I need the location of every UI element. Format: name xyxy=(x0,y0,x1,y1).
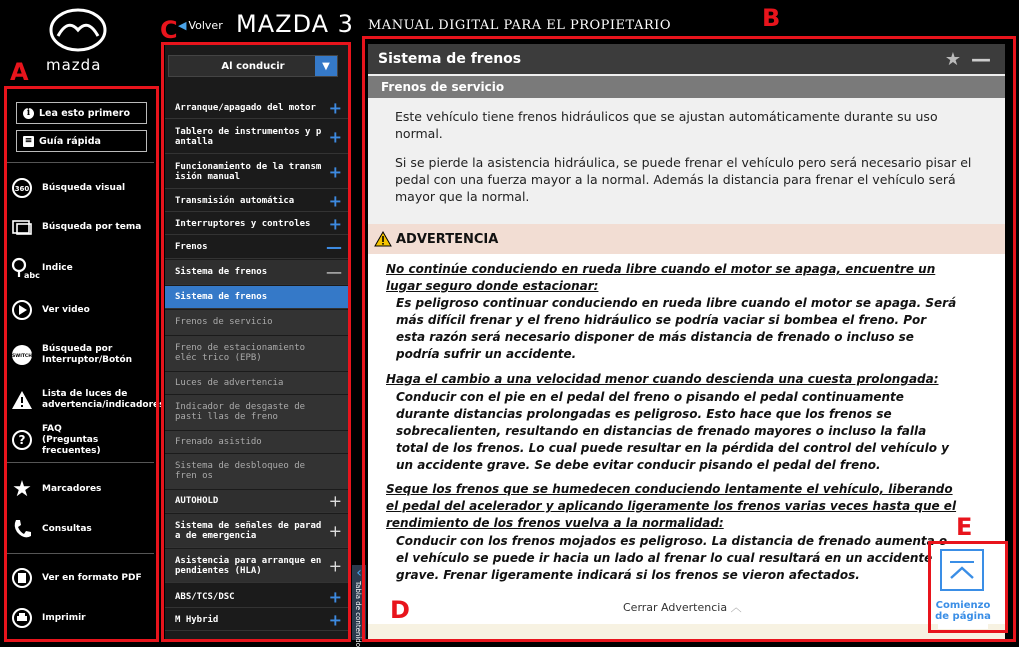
expand-icon: + xyxy=(328,98,342,117)
section-header: Frenos de servicio xyxy=(368,76,1005,98)
back-arrow-icon: ◀ xyxy=(178,19,187,32)
divider xyxy=(4,553,154,554)
warning-triangle-icon xyxy=(374,231,392,247)
divider xyxy=(4,162,154,163)
close-warning-link[interactable]: Cerrar Advertencia ︿ xyxy=(623,601,742,614)
warning-icon xyxy=(10,388,34,412)
sidebar-item-warning-lights[interactable]: Lista de luces de advertencia/indicadores xyxy=(10,385,155,415)
toc-item[interactable]: Freno de estacionamiento eléc trico (EPB) xyxy=(165,336,349,371)
toc-item[interactable]: Sistema de señales de parad a de emergencia + xyxy=(165,514,349,548)
paragraph: Si se pierde la asistencia hidráulica, se puede frenar el vehículo pero será necesario pisar el pedal con una fuerza mayor a la normal. Además la distancia para frenar el vehículo será mayor que la normal. xyxy=(395,155,972,204)
brand-wordmark: mazda xyxy=(46,56,102,74)
sidebar-item-visual-search[interactable]: 360 Búsqueda visual xyxy=(10,175,155,201)
expand-icon: + xyxy=(328,162,342,181)
svg-text:SWITCH: SWITCH xyxy=(11,354,33,359)
chevron-left-icon: ‹ xyxy=(356,565,362,581)
sidebar-item-video[interactable]: Ver video xyxy=(10,297,155,323)
mazda-logo-icon xyxy=(48,8,108,52)
warning-item-title: Haga el cambio a una velocidad menor cuando descienda una cuesta prolongada: xyxy=(386,372,939,386)
expand-icon: + xyxy=(328,587,342,606)
warning-item-text: Conducir con el pie en el pedal del freno o pisando el pedal continuamente durante distancias prolongadas es peligroso. Esto hace que los frenos se sobrecalienten, resultando en distancias de frenado mayores o incluso la falla total de los frenos. Lo cual puede resultar en la pérdida del control del vehículo y un accidente grave. Se debe evitar conducir pisando el pedal del freno. xyxy=(396,390,949,472)
annotation-label-a: A xyxy=(10,58,29,86)
toc-item[interactable]: Frenado asistido xyxy=(165,431,349,453)
expand-icon: + xyxy=(328,191,342,210)
book-icon xyxy=(10,215,34,239)
back-button[interactable]: ◀ Volver xyxy=(178,19,223,32)
sidebar-item-bookmarks[interactable]: ★ Marcadores xyxy=(10,476,155,502)
print-icon xyxy=(10,606,34,630)
toc-item[interactable]: AUTOHOLD + xyxy=(165,490,349,513)
pdf-icon xyxy=(10,566,34,590)
toc-item[interactable]: Indicador de desgaste de pasti llas de freno xyxy=(165,395,349,430)
collapse-icon: — xyxy=(326,262,342,282)
toc-item[interactable]: ABS/TCS/DSC + xyxy=(165,586,349,608)
chevron-down-icon: ▼ xyxy=(315,56,337,76)
question-icon xyxy=(10,428,34,452)
index-icon xyxy=(10,256,40,280)
sidebar-item-pdf[interactable]: Ver en formato PDF xyxy=(10,565,155,591)
table-of-contents xyxy=(165,44,349,642)
expand-icon: + xyxy=(328,491,342,511)
paragraph: Este vehículo tiene frenos hidráulicos que se ajustan automáticamente durante su uso normal. xyxy=(395,109,938,141)
toc-item-brake-system[interactable]: Sistema de frenos — xyxy=(165,260,349,285)
chevron-up-icon: ︿ xyxy=(730,601,742,614)
svg-text:360: 360 xyxy=(14,185,30,193)
sidebar-item-topic-search[interactable]: Búsqueda por tema xyxy=(10,214,155,240)
star-icon: ★ xyxy=(12,476,32,502)
toc-item[interactable]: Transmisión automática + xyxy=(165,190,349,212)
toc-item[interactable]: Asistencia para arranque en pendientes (HLA) + xyxy=(165,549,349,583)
annotation-label-b: B xyxy=(762,4,781,32)
app-title: MAZDA 3 xyxy=(236,10,354,38)
app-subtitle: MANUAL DIGITAL PARA EL PROPIETARIO xyxy=(368,18,671,33)
toc-item-active[interactable]: Sistema de frenos xyxy=(165,286,349,309)
sidebar-item-index[interactable]: abc Indice xyxy=(10,255,155,281)
annotation-label-e: E xyxy=(956,513,973,541)
collapse-icon[interactable]: — xyxy=(971,47,991,71)
quick-guide-button[interactable]: ≡ Guía rápida xyxy=(16,130,147,152)
toc-item[interactable]: Interruptores y controles + xyxy=(165,213,349,235)
read-first-button[interactable]: i Lea esto primero xyxy=(16,102,147,124)
toc-item[interactable]: Sistema de desbloqueo de fren os xyxy=(165,454,349,489)
collapse-icon: — xyxy=(326,237,342,257)
warning-item-text: Conducir con los frenos mojados es peligroso. La distancia de frenado aumenta o el vehículo se puede ir hacia un lado al frenar lo cual resultará en un accidente grave. Frenar ligeramente indicará si los frenos se vieron afectados. xyxy=(396,534,948,582)
toc-item-brakes[interactable]: Frenos — xyxy=(165,236,349,259)
toc-item[interactable]: Frenos de servicio xyxy=(165,310,349,335)
toc-item[interactable]: Arranque/apagado del motor + xyxy=(165,97,349,119)
bookmark-star-icon[interactable]: ★ xyxy=(944,49,961,70)
category-dropdown[interactable]: Al conducir ▼ xyxy=(168,55,338,77)
sidebar-item-faq[interactable]: ? FAQ (Preguntas frecuentes) xyxy=(10,425,155,455)
svg-text:abc: abc xyxy=(24,271,40,280)
play-icon xyxy=(10,298,34,322)
divider xyxy=(4,462,154,463)
toc-item[interactable]: M Hybrid + xyxy=(165,609,349,631)
toc-toggle-tab[interactable]: ‹ Tabla de contenido xyxy=(352,565,366,640)
sidebar-item-switch-search[interactable]: SWITCH Búsqueda por Interruptor/Botón xyxy=(11,344,133,365)
expand-icon: + xyxy=(328,214,342,233)
warning-item-title: No continúe conduciendo en rueda libre cuando el motor se apaga, encuentre un lugar seguro donde estacionar: xyxy=(386,262,936,293)
toc-item[interactable]: Luces de advertencia xyxy=(165,372,349,394)
sidebar-item-print[interactable]: Imprimir xyxy=(10,605,155,631)
expand-icon: + xyxy=(328,556,342,575)
annotation-label-d: D xyxy=(390,596,410,624)
toc-item[interactable]: Funcionamiento de la transm isión manual + xyxy=(165,155,349,189)
warning-item-title: Seque los frenos que se humedecen conduciendo lentamente el vehículo, liberando el pedal del acelerador y aplicando ligeramente los frenos varias veces hasta que el rendimiento de los frenos vuelva a la normalidad: xyxy=(386,482,957,530)
info-icon: i xyxy=(23,108,34,119)
svg-text:?: ? xyxy=(18,433,26,447)
footer-strip xyxy=(368,624,1005,642)
warning-item-text: Es peligroso continuar conduciendo en rueda libre cuando el motor se apaga. Será más difícil frenar y el freno hidráulico se podría vaciar si bombea el freno. Por esta razón será necesario disponer de más distancia de frenado o incluso se podría sufrir un accidente. xyxy=(396,296,957,361)
360-icon xyxy=(10,176,34,200)
expand-icon: + xyxy=(328,521,342,540)
arrow-up-icon xyxy=(940,549,984,591)
back-to-top-button[interactable]: Comienzo de página xyxy=(938,549,988,629)
page-title: Sistema de frenos xyxy=(378,51,522,67)
phone-icon xyxy=(10,517,34,541)
annotation-label-c: C xyxy=(160,16,178,44)
switch-icon xyxy=(10,343,34,367)
expand-icon: + xyxy=(328,127,342,146)
content-panel xyxy=(368,44,1005,642)
content-header xyxy=(368,44,1005,74)
toc-item[interactable]: Tablero de instrumentos y p antalla + xyxy=(165,120,349,154)
warning-header: ADVERTENCIA xyxy=(368,224,1005,254)
sidebar-item-contact[interactable]: Consultas xyxy=(10,516,155,542)
expand-icon: + xyxy=(328,610,342,629)
document-icon: ≡ xyxy=(24,136,33,146)
